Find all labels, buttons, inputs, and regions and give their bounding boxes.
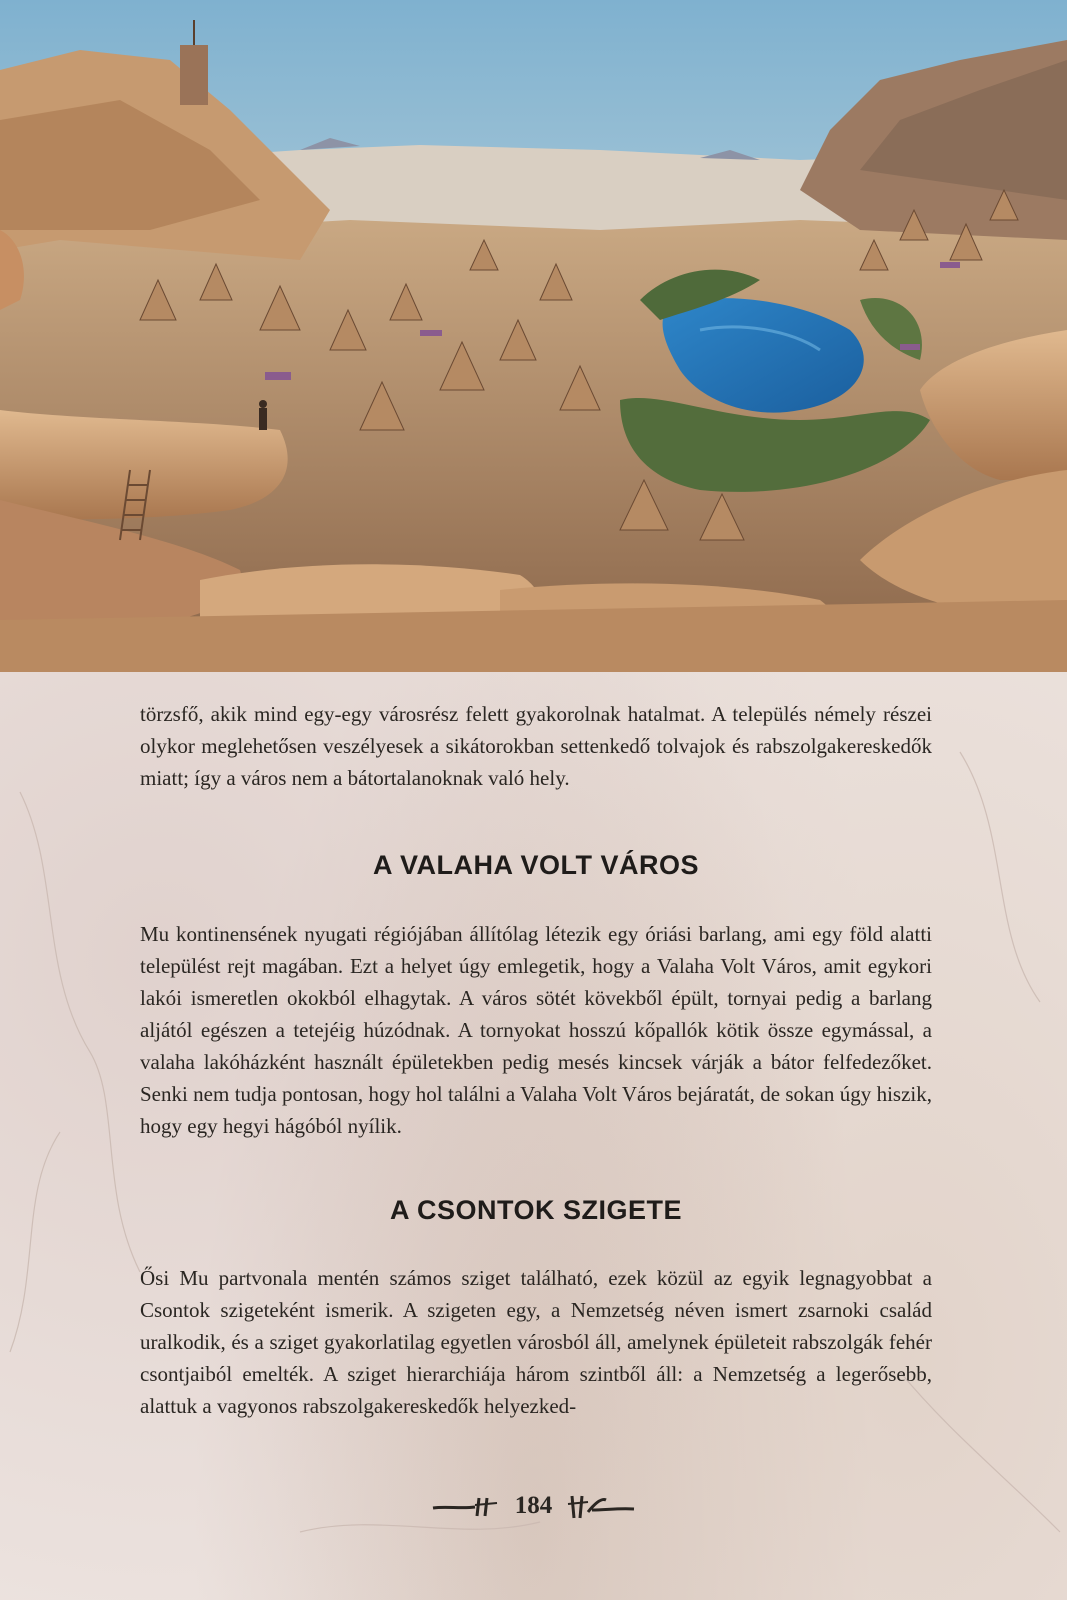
right-tally-ornament-icon (566, 1492, 636, 1520)
page-number: 184 (514, 1492, 553, 1519)
desert-city-oasis-illustration (0, 0, 1067, 672)
section-heading-lost-city: A VALAHA VOLT VÁROS (373, 850, 699, 880)
section-heading-isle-of-bones: A CSONTOK SZIGETE (389, 1195, 683, 1225)
section-body-lost-city: Mu kontinensének nyugati régiójában állítólag létezik egy óriási barlang, ami egy föld alatti települést rejt magában. Ezt a helyet úgy emlegetik, hogy a Valaha Volt Város, amit egykori lakói ismeretlen okokból elhagytak. A város sötét kövekből épült, tornyai pedig a barlang aljától egészen a tetejéig húzódnak. A tornyokat hosszú kőpallók kötik össze egymással, a valaha lakóházként használt épületekben pedig mesés kincsek várják a bátor felfedezőket. Senki nem tudja pontosan, hogy hol találni a Valaha Volt Város bejáratát, de sokan úgy hiszik, hogy egy hegyi hágóból nyílik. (140, 922, 932, 1138)
page-footer (0, 1486, 1067, 1526)
left-tally-ornament-icon (431, 1494, 501, 1518)
intro-paragraph: törzsfő, akik mind egy-egy városrész felett gyakorolnak hatalmat. A település némely részei olykor meglehetősen veszélyesek a sikátorokban settenkedő tolvajok és rabszolgakereskedők miatt; így a város nem a bátortalanoknak való hely. (140, 702, 932, 790)
section-body-isle-of-bones: Ősi Mu partvonala mentén számos sziget található, ezek közül az egyik legnagyobbat a Csontok szigeteként ismerik. A szigeten egy, a Nemzetség néven ismert zsarnoki család uralkodik, és a sziget gyakorlatilag egyetlen városból áll, amelynek épületeit rabszolgák fehér csontjaiból emelték. A sziget hierarchiája három szintből áll: a Nemzetség a legerősebb, alattuk a vagyonos rabszolgakereskedők helyezked- (140, 1266, 932, 1418)
